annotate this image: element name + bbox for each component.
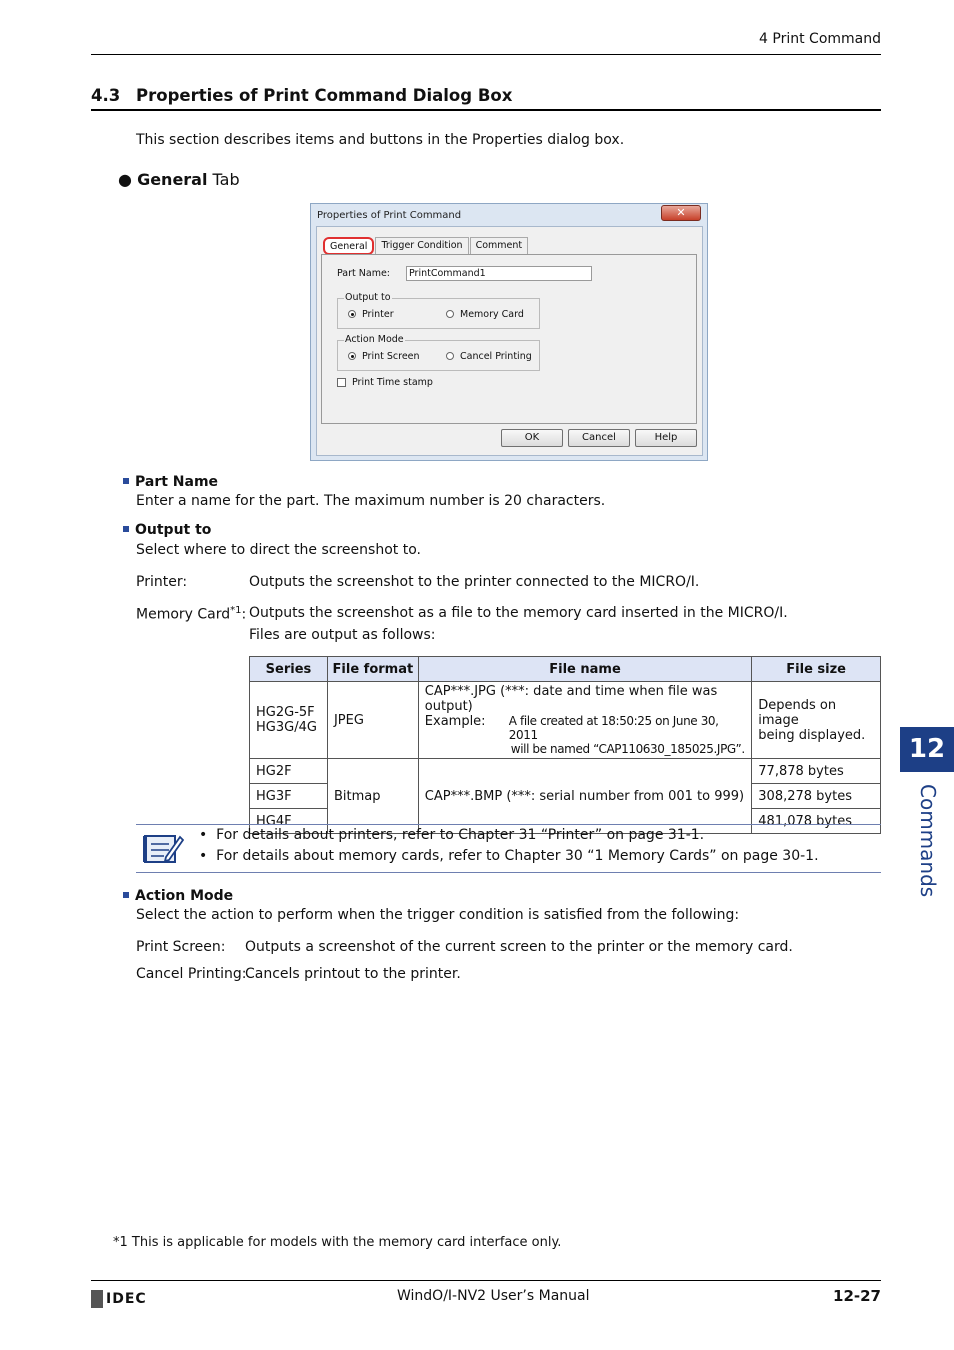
cancel-printing-radio[interactable] (446, 352, 454, 360)
memory-card-term: Memory Card$^{*1}$: (136, 605, 247, 623)
header-rule (91, 54, 881, 55)
memory-card-desc2: Files are output as follows: (249, 627, 436, 643)
print-screen-radio[interactable] (348, 352, 356, 360)
idec-logo: IDEC (91, 1290, 147, 1308)
part-name-desc: Enter a name for the part. The maximum number is 20 characters. (136, 493, 606, 509)
output-to-heading: Output to (123, 522, 211, 538)
tab-comment[interactable]: Comment (470, 237, 529, 255)
table-row: HG2F Bitmap CAP***.BMP (***: serial number from 001 to 999) 77,878 bytes (250, 759, 881, 784)
chapter-number-tab: 12 (900, 727, 954, 772)
output-to-group: Output to Printer Memory Card (337, 298, 540, 329)
dialog-title: Properties of Print Command (317, 210, 462, 221)
cancel-printing-desc: Cancels printout to the printer. (245, 966, 461, 982)
section-title (91, 86, 512, 105)
action-mode-heading: Action Mode (123, 888, 233, 904)
square-bullet-icon (123, 892, 129, 898)
cancel-printing-term: Cancel Printing: (136, 966, 247, 982)
printer-desc: Outputs the screenshot to the printer connected to the MICRO/I. (249, 574, 700, 590)
memory-card-desc: Outputs the screenshot as a file to the memory card inserted in the MICRO/I. (249, 605, 788, 621)
tab-general[interactable]: General (323, 237, 374, 255)
printer-term: Printer: (136, 574, 188, 590)
bullet-icon: ● (118, 170, 132, 189)
table-header-row: Series File format File name File size (250, 657, 881, 682)
printer-radio[interactable] (348, 310, 356, 318)
memory-card-radio[interactable] (446, 310, 454, 318)
chapter-side-label: Commands (916, 784, 940, 898)
square-bullet-icon (123, 478, 129, 484)
footnote: *1 This is applicable for models with the memory card interface only. (113, 1235, 562, 1250)
part-name-input[interactable]: PrintCommand1 (406, 266, 592, 281)
timestamp-label: Print Time stamp (352, 377, 433, 388)
note-item: • For details about memory cards, refer to Chapter 30 “1 Memory Cards” on page 30-1. (199, 848, 819, 864)
close-icon[interactable]: ✕ (661, 205, 701, 221)
file-output-table (249, 656, 881, 834)
tab-trigger-condition[interactable]: Trigger Condition (375, 237, 468, 255)
action-mode-group: Action Mode Print Screen Cancel Printing (337, 340, 540, 371)
general-panel (321, 254, 697, 424)
timestamp-checkbox[interactable] (337, 378, 346, 387)
section-title-text: Properties of Print Command Dialog Box (136, 86, 513, 105)
square-bullet-icon (123, 526, 129, 532)
part-name-heading: Part Name (123, 474, 218, 490)
dialog-tabs (323, 237, 529, 255)
manual-title: WindO/I-NV2 User’s Manual (397, 1288, 590, 1304)
ok-button[interactable]: OK (501, 429, 563, 447)
properties-dialog (310, 203, 708, 461)
section-number: 4.3 (91, 86, 121, 105)
part-name-label: Part Name: (337, 268, 391, 279)
note-item: • For details about printers, refer to Chapter 31 “Printer” on page 31-1. (199, 827, 705, 843)
table-row: HG4F 481,078 bytes (250, 809, 881, 834)
print-screen-term: Print Screen: (136, 939, 226, 955)
footer-rule (91, 1280, 881, 1281)
cancel-button[interactable]: Cancel (568, 429, 630, 447)
action-mode-desc: Select the action to perform when the trigger condition is satisfied from the following: (136, 907, 740, 923)
section-rule (91, 109, 881, 111)
running-header: 4 Print Command (759, 31, 881, 47)
general-tab-heading: ● General Tab (118, 170, 240, 189)
table-row: HG3F 308,278 bytes (250, 784, 881, 809)
dialog-body (316, 226, 703, 456)
note-box (136, 824, 881, 873)
output-to-desc: Select where to direct the screenshot to. (136, 542, 421, 558)
notebook-pencil-icon (142, 831, 184, 865)
print-screen-desc: Outputs a screenshot of the current screen to the printer or the memory card. (245, 939, 793, 955)
section-intro: This section describes items and buttons in the Properties dialog box. (136, 132, 625, 148)
page-number: 12-27 (833, 1287, 881, 1305)
help-button[interactable]: Help (635, 429, 697, 447)
table-row: HG2G-5F HG3G/4G JPEG CAP***.JPG (***: date and time when file was output) Example: A file created at 18:50:25 on June 30, 2011 will be named “CAP110630_185025.JPG”. Depends on image being displayed. (250, 682, 881, 759)
